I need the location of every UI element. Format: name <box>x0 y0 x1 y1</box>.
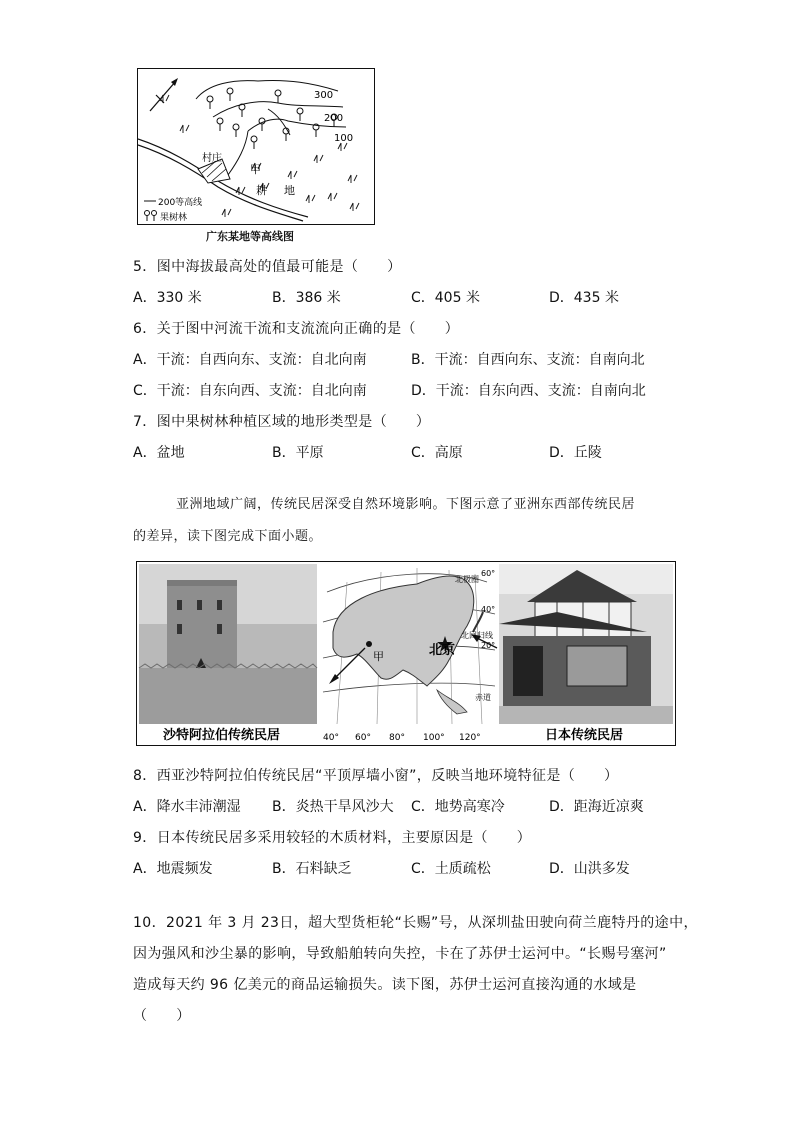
question-9-option-c[interactable]: C．土质疏松 <box>411 861 491 877</box>
legend-contour-label: 200等高线 <box>158 198 203 208</box>
question-8-option-a[interactable]: A．降水丰沛潮湿 <box>133 799 241 815</box>
legend-orchard-label: 果树林 <box>160 213 188 223</box>
asia-map <box>319 564 497 724</box>
question-6-option-a[interactable]: A．干流：自西向东、支流：自北向南 <box>133 352 367 368</box>
map-tropic-label: 北回归线 <box>461 631 493 640</box>
intro-line-1: 亚洲地域广阔，传统民居深受自然环境影响。下图示意了亚洲东西部传统民居 <box>176 497 636 512</box>
map-beijing-label: 北京 <box>429 643 456 658</box>
map-lon-tick-1: 40° <box>323 733 339 743</box>
japan-house-caption: 日本传统民居 <box>545 728 624 743</box>
question-8-stem: 8．西亚沙特阿拉伯传统民居“平顶厚墙小窗”，反映当地环境特征是（ ） <box>133 768 619 784</box>
question-5-option-c[interactable]: C．405 米 <box>411 290 480 306</box>
map-arctic-label: 北极圈 <box>455 575 479 584</box>
question-8-option-c[interactable]: C．地势高寒冷 <box>411 799 505 815</box>
map-lat-20: 20° <box>481 641 496 650</box>
question-9-option-d[interactable]: D．山洪多发 <box>549 861 630 877</box>
question-5-option-b[interactable]: B．386 米 <box>272 290 341 306</box>
map-point-jia-label: 甲 <box>373 650 384 663</box>
question-10-line-1: 10．2021 年 3 月 23日，超大型货柜轮“长赐”号，从深圳盐田驶向荷兰鹿特丹的途中， <box>133 915 698 931</box>
point-jia-label: 甲 <box>250 163 261 176</box>
intro-line-2: 的差异，读下图完成下面小题。 <box>133 529 323 544</box>
question-8-option-b[interactable]: B．炎热干旱风沙大 <box>272 799 394 815</box>
north-arrow-icon <box>150 78 178 111</box>
map-equator-label: 赤道 <box>475 693 491 702</box>
map-lon-tick-3: 80° <box>389 733 405 743</box>
question-10-line-4: （ ） <box>133 1008 191 1024</box>
contour-label-100: 100 <box>334 133 354 144</box>
question-7-option-a[interactable]: A．盆地 <box>133 445 185 461</box>
question-6-option-b[interactable]: B．干流：自西向东、支流：自南向北 <box>411 352 645 368</box>
map-lon-tick-2: 60° <box>355 733 371 743</box>
question-6-stem: 6．关于图中河流干流和支流流向正确的是（ ） <box>133 321 460 337</box>
question-6-option-d[interactable]: D．干流：自东向西、支流：自南向北 <box>411 383 646 399</box>
village-label: 村庄 <box>202 153 222 164</box>
contour-label-300: 300 <box>314 90 334 101</box>
legend <box>144 196 202 223</box>
question-10-line-2: 因为强风和沙尘暴的影响，导致船舶转向失控，卡在了苏伊士运河中。“长赐号塞河” <box>133 946 667 962</box>
dwellings-figure-svg <box>137 562 675 745</box>
question-7-option-d[interactable]: D．丘陵 <box>549 445 602 461</box>
japan-house-photo <box>499 564 673 724</box>
farmland-label-2: 地 <box>284 184 295 197</box>
question-5-option-d[interactable]: D．435 米 <box>549 290 619 306</box>
question-6-option-c[interactable]: C．干流：自东向西、支流：自北向南 <box>133 383 367 399</box>
figure1-caption: 广东某地等高线图 <box>206 230 294 243</box>
question-5-option-a[interactable]: A．330 米 <box>133 290 202 306</box>
question-7-option-b[interactable]: B．平原 <box>272 445 324 461</box>
map-lon-tick-4: 100° <box>423 733 445 743</box>
question-10-line-3: 造成每天约 96 亿美元的商品运输损失。读下图，苏伊士运河直接沟通的水域是 <box>133 977 637 993</box>
map-lat-40: 40° <box>481 605 496 614</box>
dwellings-figure <box>136 561 676 746</box>
question-9-option-b[interactable]: B．石料缺乏 <box>272 861 352 877</box>
question-8-option-d[interactable]: D．距海近凉爽 <box>549 799 644 815</box>
contour-map-svg <box>138 69 374 224</box>
contour-label-200: 200 <box>324 113 344 124</box>
map-lon-tick-5: 120° <box>459 733 481 743</box>
question-5-stem: 5．图中海拔最高处的值最可能是（ ） <box>133 259 402 275</box>
question-9-option-a[interactable]: A．地震频发 <box>133 861 213 877</box>
farmland-label-1: 耕 <box>256 184 267 197</box>
saudi-house-photo <box>139 564 317 724</box>
question-7-stem: 7．图中果树林种植区域的地形类型是（ ） <box>133 414 431 430</box>
question-9-stem: 9．日本传统民居多采用较轻的木质材料，主要原因是（ ） <box>133 830 532 846</box>
map-lat-60: 60° <box>481 569 496 578</box>
saudi-house-caption: 沙特阿拉伯传统民居 <box>163 728 281 743</box>
question-7-option-c[interactable]: C．高原 <box>411 445 463 461</box>
contour-map-figure <box>137 68 375 225</box>
